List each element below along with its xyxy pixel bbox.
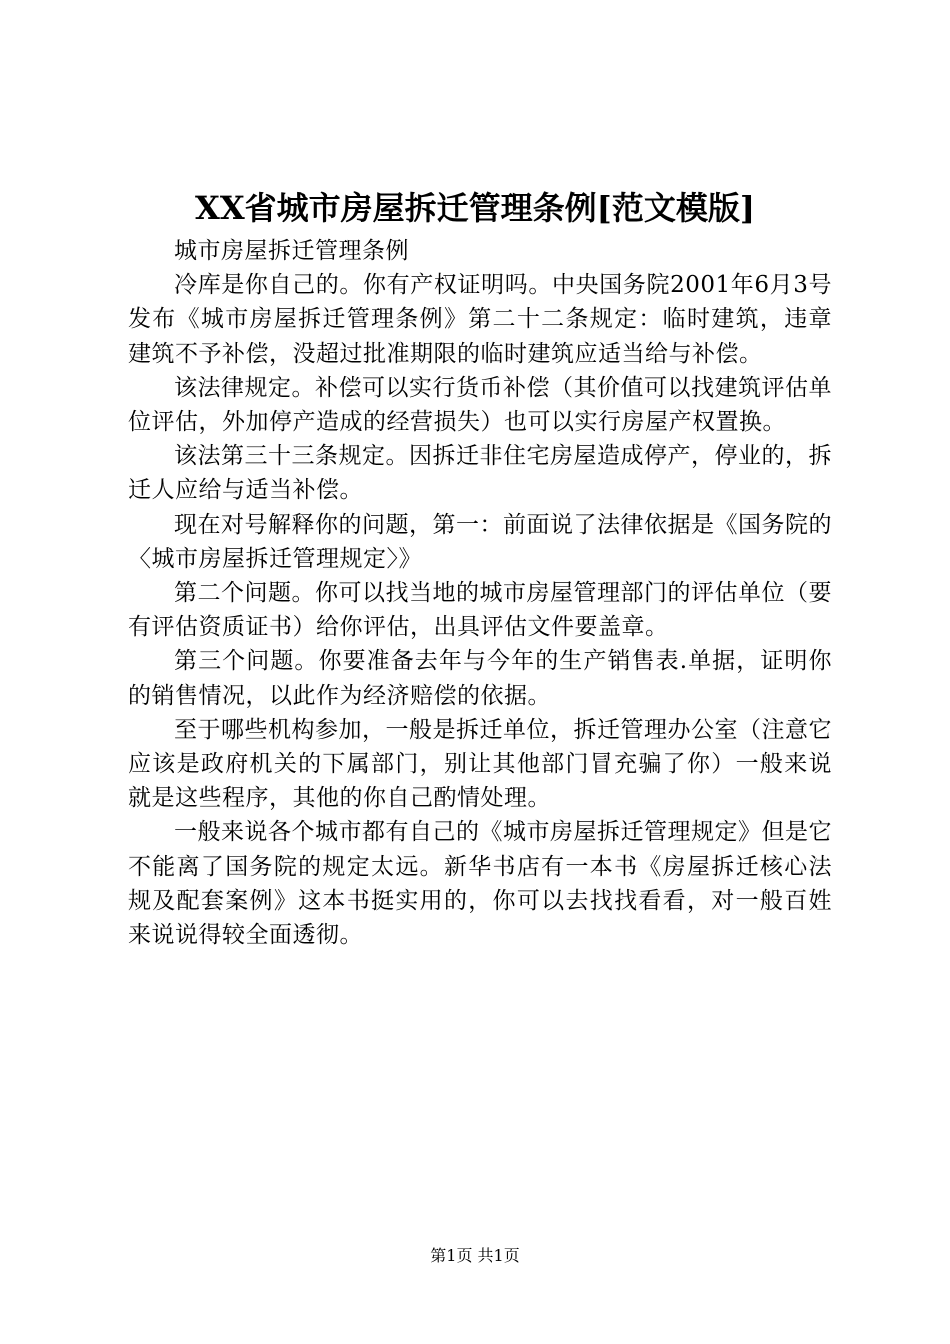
paragraph-8: 一般来说各个城市都有自己的《城市房屋拆迁管理规定》但是它不能离了国务院的规定太远。新华书店有一本书《房屋拆迁核心法规及配套案例》这本书挺实用的，你可以去找找看看，对一般百姓来说说得较全面透彻。 — [128, 819, 832, 949]
document-body — [128, 234, 832, 952]
paragraph-5: 第二个问题。你可以找当地的城市房屋管理部门的评估单位（要有评估资质证书）给你评估，出具评估文件要盖章。 — [128, 580, 832, 641]
paragraph-7: 至于哪些机构参加，一般是拆迁单位，拆迁管理办公室（注意它应该是政府机关的下属部门，别让其他部门冒充骗了你）一般来说就是这些程序，其他的你自己酌情处理。 — [128, 716, 832, 812]
paragraph-4: 现在对号解释你的问题，第一：前面说了法律依据是《国务院的〈城市房屋拆迁管理规定〉》 — [128, 511, 832, 572]
document-title: XX省城市房屋拆迁管理条例[范文模版] — [195, 189, 755, 227]
page-footer: 第1页 共1页 — [430, 1246, 520, 1265]
paragraph-3: 该法第三十三条规定。因拆迁非住宅房屋造成停产，停业的，拆迁人应给与适当补偿。 — [128, 443, 832, 504]
paragraph-1: 冷库是你自己的。你有产权证明吗。中央国务院2001年6月3号发布《城市房屋拆迁管理条例》第二十二条规定：临时建筑，违章建筑不予补偿，没超过批准期限的临时建筑应适当给与补偿。 — [128, 272, 832, 367]
paragraph-2: 该法律规定。补偿可以实行货币补偿（其价值可以找建筑评估单位评估，外加停产造成的经营损失）也可以实行房屋产权置换。 — [128, 374, 832, 436]
paragraph-6: 第三个问题。你要准备去年与今年的生产销售表.单据，证明你的销售情况，以此作为经济赔偿的依据。 — [128, 648, 832, 709]
paragraph-subtitle: 城市房屋拆迁管理条例 — [174, 238, 409, 264]
